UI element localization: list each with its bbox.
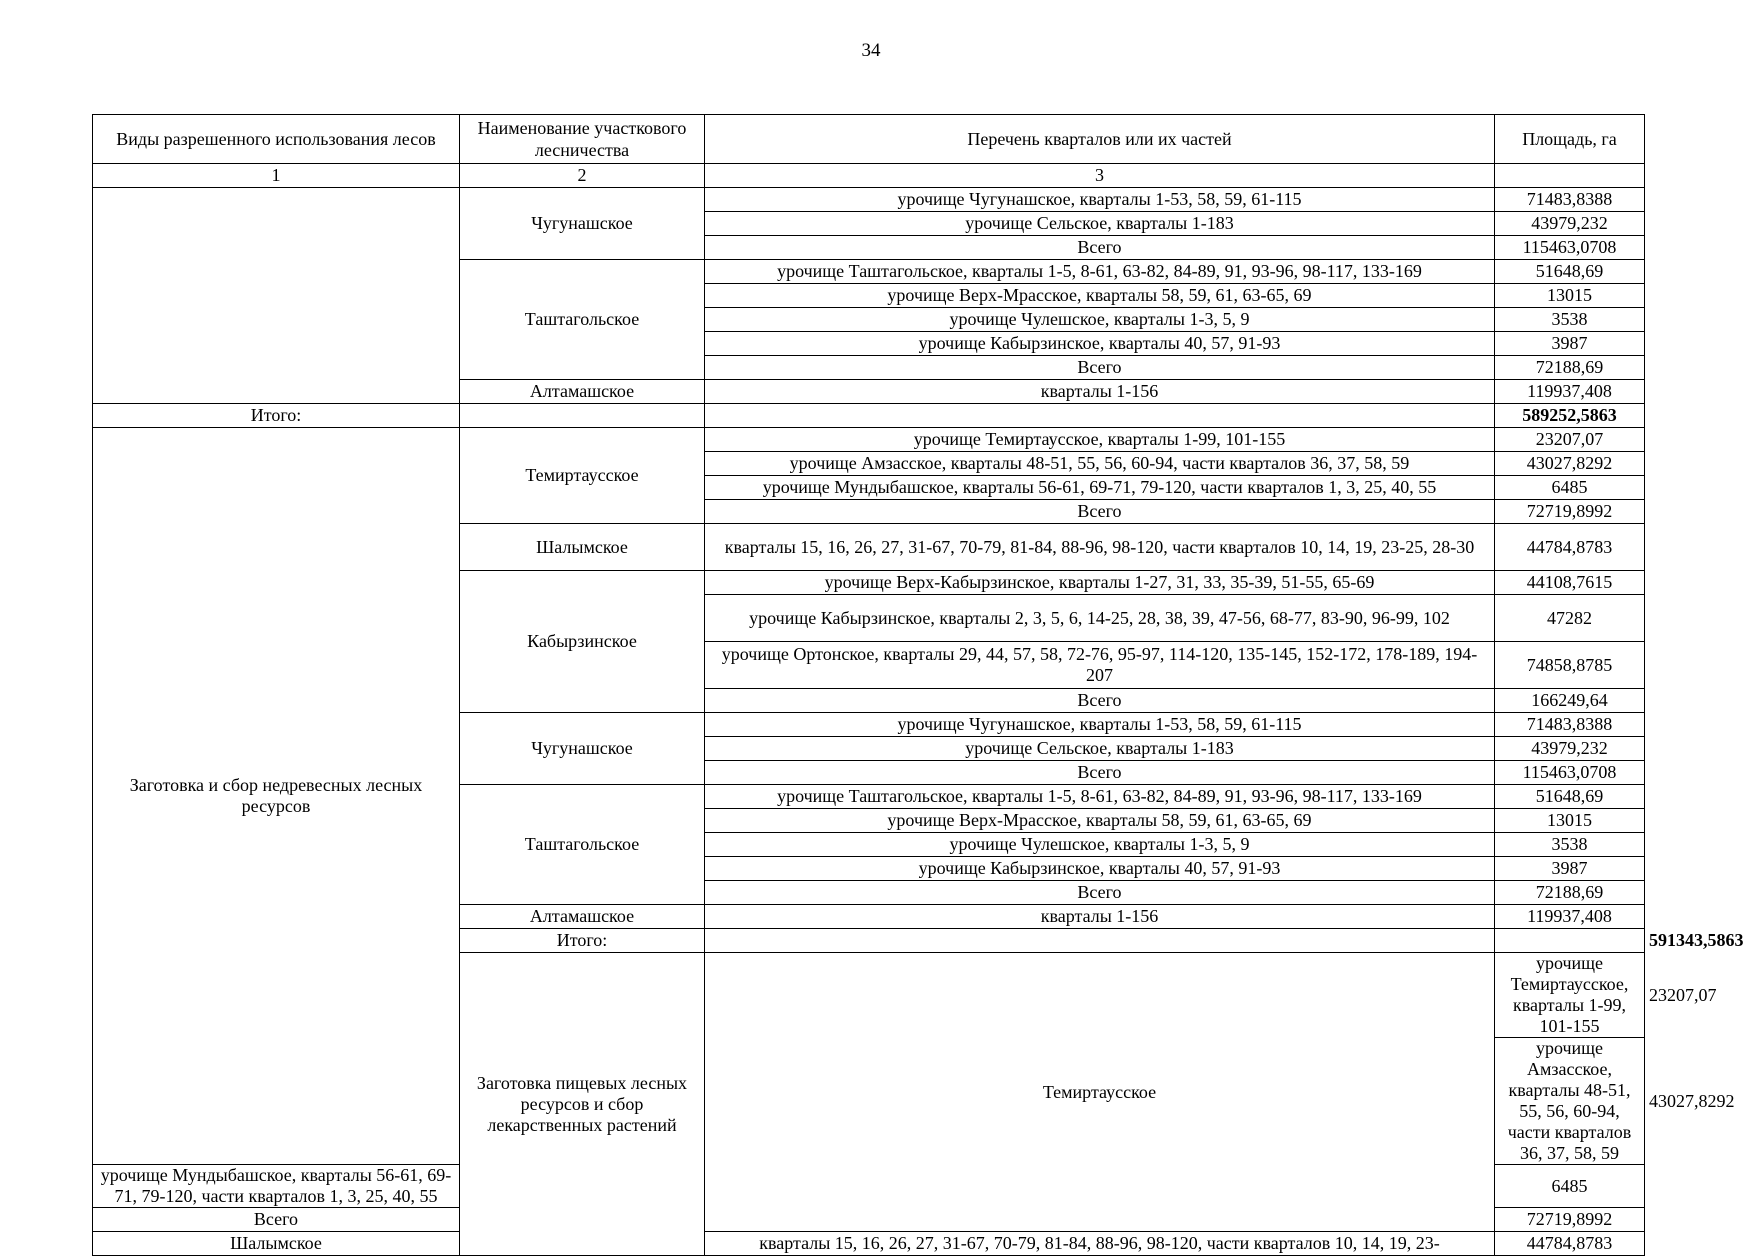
- header-area: Площадь, га: [1495, 115, 1645, 164]
- area-cell: 43027,8292: [1495, 452, 1645, 476]
- area-cell: 3538: [1495, 308, 1645, 332]
- area-cell: 71483,8388: [1495, 713, 1645, 737]
- quarters-cell: кварталы 1-156: [705, 905, 1495, 929]
- quarters-cell: урочище Чулешское, кварталы 1-3, 5, 9: [705, 308, 1495, 332]
- page-number: 34: [861, 40, 881, 61]
- col-number: [1495, 164, 1645, 188]
- area-cell: 44784,8783: [1495, 1232, 1645, 1256]
- forestry-name: Чугунашское: [460, 713, 705, 785]
- header-use-type: Виды разрешенного использования лесов: [93, 115, 460, 164]
- area-cell: 51648,69: [1495, 785, 1645, 809]
- quarters-cell: урочище Сельское, кварталы 1-183: [705, 212, 1495, 236]
- quarters-cell: урочище Кабырзинское, кварталы 40, 57, 91-93: [705, 332, 1495, 356]
- forest-use-table: [92, 114, 1744, 1256]
- empty-cell: [1495, 929, 1645, 953]
- table-row: [93, 1232, 1645, 1256]
- subtotal-label: Всего: [705, 356, 1495, 380]
- forestry-name: Кабырзинское: [460, 571, 705, 713]
- area-cell: 13015: [1495, 809, 1645, 833]
- subtotal-label: Всего: [705, 500, 1495, 524]
- subtotal-area: 115463,0708: [1495, 761, 1645, 785]
- header-forestry: Наименование участкового лесничества: [460, 115, 705, 164]
- quarters-cell: кварталы 15, 16, 26, 27, 31-67, 70-79, 81-84, 88-96, 98-120, части кварталов 10, 14, 19, 23-25, 28-30: [705, 524, 1495, 571]
- table-row: [93, 188, 1645, 212]
- subtotal-label: Всего: [705, 236, 1495, 260]
- area-cell: 44784,8783: [1495, 524, 1645, 571]
- col-number: 2: [460, 164, 705, 188]
- forestry-name: Темиртаусское: [705, 953, 1495, 1232]
- quarters-cell: урочище Верх-Мрасское, кварталы 58, 59, 61, 63-65, 69: [705, 284, 1495, 308]
- area-cell: 74858,8785: [1495, 642, 1645, 689]
- header-row: [93, 115, 1645, 164]
- use-type-cell: Заготовка и сбор недревесных лесных ресурсов: [93, 428, 460, 1165]
- quarters-cell: урочище Амзасское, кварталы 48-51, 55, 56, 60-94, части кварталов 36, 37, 58, 59: [705, 452, 1495, 476]
- quarters-cell: урочище Чулешское, кварталы 1-3, 5, 9: [705, 833, 1495, 857]
- forestry-name: Чугунашское: [460, 188, 705, 260]
- area-cell: 6485: [1495, 1165, 1645, 1208]
- quarters-cell: урочище Верх-Мрасское, кварталы 58, 59, 61, 63-65, 69: [705, 809, 1495, 833]
- empty-cell: [705, 404, 1495, 428]
- quarters-cell: кварталы 15, 16, 26, 27, 31-67, 70-79, 81-84, 88-96, 98-120, части кварталов 10, 14, 19, 23-: [705, 1232, 1495, 1256]
- forestry-name: Шалымское: [93, 1232, 460, 1256]
- total-area: 589252,5863: [1495, 404, 1645, 428]
- quarters-cell: урочище Сельское, кварталы 1-183: [705, 737, 1495, 761]
- total-row: Итого: 591343,5863: [93, 929, 1645, 953]
- quarters-cell: урочище Чугунашское, кварталы 1-53, 58, 59, 61-115: [705, 713, 1495, 737]
- table-row: урочище Амзасское, кварталы 48-51, 55, 56, 60-94, части кварталов 36, 37, 58, 59 43027,8292: [93, 1038, 1645, 1165]
- total-label: Итого:: [93, 404, 460, 428]
- area-cell: 3538: [1495, 833, 1645, 857]
- quarters-cell: урочище Чугунашское, кварталы 1-53, 58, 59, 61-115: [705, 188, 1495, 212]
- subtotal-area: 72719,8992: [1495, 500, 1645, 524]
- quarters-cell: урочище Таштагольское, кварталы 1-5, 8-61, 63-82, 84-89, 91, 93-96, 98-117, 133-169: [705, 260, 1495, 284]
- use-type-cell: [93, 188, 460, 404]
- forestry-name: Шалымское: [460, 524, 705, 571]
- subtotal-area: 166249,64: [1495, 689, 1645, 713]
- empty-cell: [705, 929, 1495, 953]
- area-cell: 23207,07: [1495, 428, 1645, 452]
- subtotal-area: 115463,0708: [1495, 236, 1645, 260]
- area-cell: 43979,232: [1495, 212, 1645, 236]
- subtotal-label: Всего: [93, 1208, 460, 1232]
- area-cell: 6485: [1495, 476, 1645, 500]
- area-cell: 119937,408: [1495, 905, 1645, 929]
- forestry-name: Таштагольское: [460, 260, 705, 380]
- subtotal-area: 72188,69: [1495, 356, 1645, 380]
- subtotal-area: 72719,8992: [1495, 1208, 1645, 1232]
- quarters-cell: кварталы 1-156: [705, 380, 1495, 404]
- header-quarters: Перечень кварталов или их частей: [705, 115, 1495, 164]
- forestry-name: Алтамашское: [460, 380, 705, 404]
- quarters-cell: урочище Мундыбашское, кварталы 56-61, 69-71, 79-120, части кварталов 1, 3, 25, 40, 55: [93, 1165, 460, 1208]
- subtotal-label: Всего: [705, 689, 1495, 713]
- quarters-cell: урочище Мундыбашское, кварталы 56-61, 69-71, 79-120, части кварталов 1, 3, 25, 40, 55: [705, 476, 1495, 500]
- quarters-cell: урочище Ортонское, кварталы 29, 44, 57, 58, 72-76, 95-97, 114-120, 135-145, 152-172, 178-189, 194-207: [705, 642, 1495, 689]
- col-number: 1: [93, 164, 460, 188]
- total-row: [93, 404, 1645, 428]
- quarters-cell: урочище Темиртаусское, кварталы 1-99, 101-155: [705, 428, 1495, 452]
- total-label: Итого:: [460, 929, 705, 953]
- forestry-name: Таштагольское: [460, 785, 705, 905]
- quarters-cell: урочище Амзасское, кварталы 48-51, 55, 56, 60-94, части кварталов 36, 37, 58, 59: [1495, 1038, 1645, 1165]
- quarters-cell: урочище Таштагольское, кварталы 1-5, 8-61, 63-82, 84-89, 91, 93-96, 98-117, 133-169: [705, 785, 1495, 809]
- area-cell: 43979,232: [1495, 737, 1645, 761]
- area-cell: 3987: [1495, 857, 1645, 881]
- area-cell: 13015: [1495, 284, 1645, 308]
- quarters-cell: урочище Верх-Кабырзинское, кварталы 1-27, 31, 33, 35-39, 51-55, 65-69: [705, 571, 1495, 595]
- subtotal-area: 72188,69: [1495, 881, 1645, 905]
- subtotal-label: Всего: [705, 761, 1495, 785]
- empty-cell: [460, 404, 705, 428]
- col-number: 3: [705, 164, 1495, 188]
- use-type-cell: Заготовка пищевых лесных ресурсов и сбор лекарственных растений: [460, 953, 705, 1256]
- forestry-name: Темиртаусское: [460, 428, 705, 524]
- area-cell: 44108,7615: [1495, 571, 1645, 595]
- quarters-cell: урочище Темиртаусское, кварталы 1-99, 101-155: [1495, 953, 1645, 1038]
- column-number-row: [93, 164, 1645, 188]
- area-cell: 47282: [1495, 595, 1645, 642]
- area-cell: 119937,408: [1495, 380, 1645, 404]
- subtotal-label: Всего: [705, 881, 1495, 905]
- area-cell: 3987: [1495, 332, 1645, 356]
- table-row: [93, 428, 1645, 452]
- table-row: Заготовка пищевых лесных ресурсов и сбор лекарственных растений Темиртаусское урочище Темиртаусское, кварталы 1-99, 101-155 23207,07: [93, 953, 1645, 1038]
- area-cell: 71483,8388: [1495, 188, 1645, 212]
- quarters-cell: урочище Кабырзинское, кварталы 40, 57, 91-93: [705, 857, 1495, 881]
- area-cell: 51648,69: [1495, 260, 1645, 284]
- forestry-name: Алтамашское: [460, 905, 705, 929]
- quarters-cell: урочище Кабырзинское, кварталы 2, 3, 5, 6, 14-25, 28, 38, 39, 47-56, 68-77, 83-90, 96-99, 102: [705, 595, 1495, 642]
